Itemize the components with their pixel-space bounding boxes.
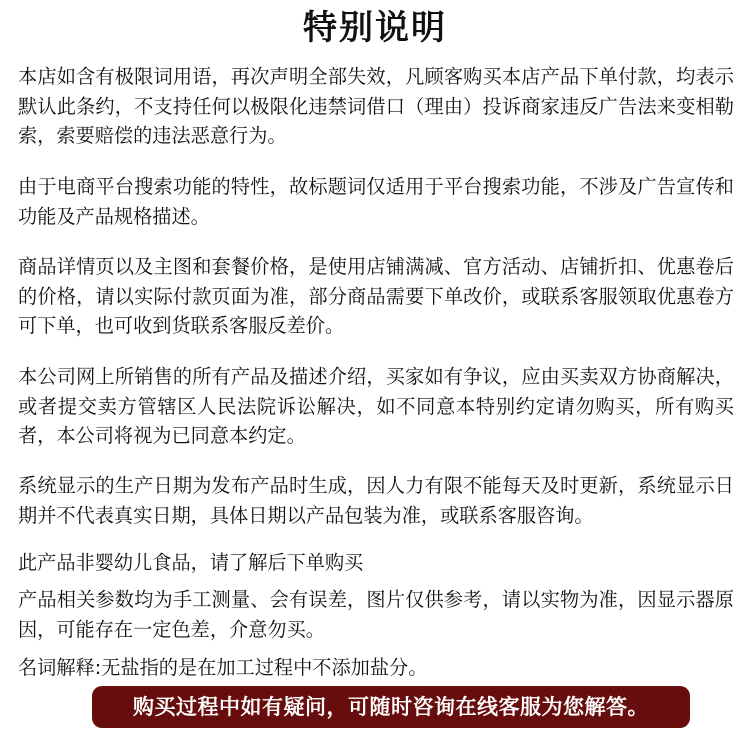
page-title: 特别说明 xyxy=(303,8,447,48)
notice-paragraph-2: 由于电商平台搜索功能的特性，故标题词仅适用于平台搜索功能，不涉及广告宣传和功能及产品规格描述。 xyxy=(18,175,734,228)
notice-paragraph-4: 本公司网上所销售的所有产品及描述介绍，买家如有争议，应由买卖双方协商解决，或者提交卖方管辖区人民法院诉讼解决，如不同意本特别约定请勿购买，所有购买者，本公司将视为已同意本约定。 xyxy=(18,365,734,447)
customer-service-banner: 购买过程中如有疑问，可随时咨询在线客服为您解答。 xyxy=(92,686,690,728)
notice-paragraph-5: 系统显示的生产日期为发布产品时生成，因人力有限不能每天及时更新，系统显示日期并不代表真实日期，具体日期以产品包装为准，或联系客服咨询。 xyxy=(18,474,734,527)
notice-paragraph-6: 此产品非婴幼儿食品，请了解后下单购买 xyxy=(18,551,364,574)
notice-paragraph-1: 本店如含有极限词用语，再次声明全部失效，凡顾客购买本店产品下单付款，均表示默认此条约，不支持任何以极限化违禁词借口（理由）投诉商家违反广告法来变相勒索，索要赔偿的违法恶意行为。 xyxy=(18,65,734,147)
notice-paragraph-7: 产品相关参数均为手工测量、会有误差，图片仅供参考，请以实物为准，因显示器原因，可能存在一定色差，介意勿买。 xyxy=(18,588,734,641)
notice-paragraph-3: 商品详情页以及主图和套餐价格，是使用店铺满减、官方活动、店铺折扣、优惠卷后的价格，请以实际付款页面为准，部分商品需要下单改价，或联系客服领取优惠卷方可下单，也可收到货联系客服反差价。 xyxy=(18,255,734,337)
notice-paragraph-8: 名词解释:无盐指的是在加工过程中不添加盐分。 xyxy=(18,656,428,679)
